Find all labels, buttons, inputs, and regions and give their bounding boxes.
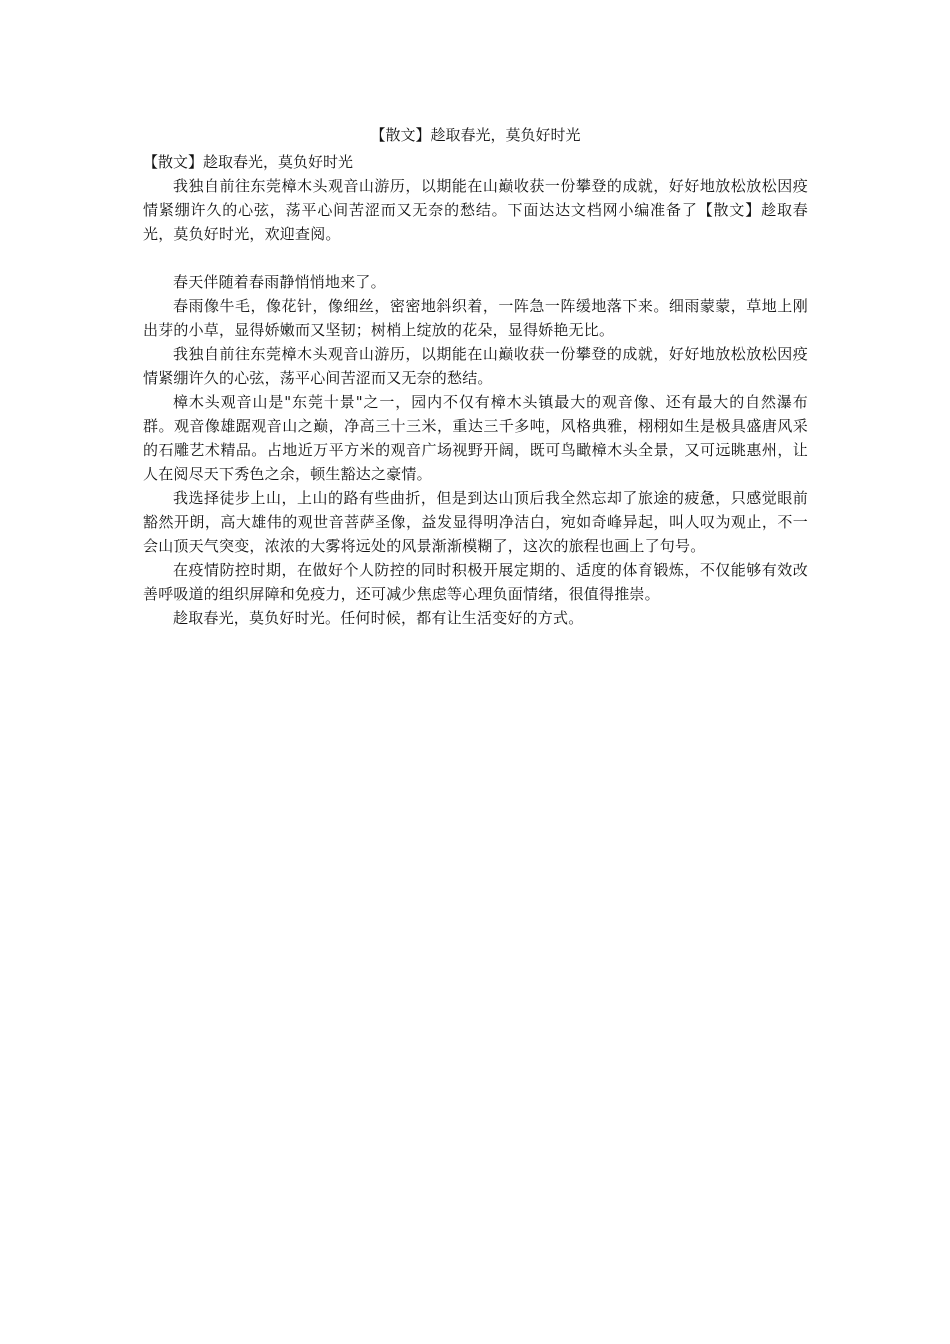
body-paragraph-4: 樟木头观音山是"东莞十景"之一，园内不仅有樟木头镇最大的观音像、还有最大的自然瀑布群。观音像雄踞观音山之巅，净高三十三米，重达三千多吨，风格典雅，栩栩如生是极具盛唐风采的石雕艺术精品。占地近万平方米的观音广场视野开阔，既可鸟瞰樟木头全景，又可远眺惠州，让人在阅尽天下秀色之余，顿生豁达之豪情。 bbox=[143, 393, 808, 483]
intro-paragraph: 我独自前往东莞樟木头观音山游历，以期能在山巅收获一份攀登的成就，好好地放松放松因疫情紧绷许久的心弦，荡平心间苦涩而又无奈的愁结。下面达达文档网小编准备了【散文】趁取春光，莫负好时光，欢迎查阅。 bbox=[143, 177, 808, 243]
body-paragraph-6: 在疫情防控时期，在做好个人防控的同时积极开展定期的、适度的体育锻炼，不仅能够有效改善呼吸道的组织屏障和免疫力，还可减少焦虑等心理负面情绪，很值得推崇。 bbox=[143, 561, 808, 603]
body-paragraph-3: 我独自前往东莞樟木头观音山游历，以期能在山巅收获一份攀登的成就，好好地放松放松因疫情紧绷许久的心弦，荡平心间苦涩而又无奈的愁结。 bbox=[143, 345, 808, 387]
blank-line bbox=[143, 246, 808, 270]
document-page bbox=[143, 124, 808, 630]
body-paragraph-1: 春天伴随着春雨静悄悄地来了。 bbox=[173, 273, 386, 291]
document-title: 【散文】趁取春光，莫负好时光 bbox=[370, 126, 581, 144]
body-paragraph-2: 春雨像牛毛，像花针，像细丝，密密地斜织着，一阵急一阵缓地落下来。细雨蒙蒙，草地上刚出芽的小草，显得娇嫩而又坚韧；树梢上绽放的花朵，显得娇艳无比。 bbox=[143, 297, 808, 339]
body-paragraph-5: 我选择徒步上山，上山的路有些曲折，但是到达山顶后我全然忘却了旅途的疲惫，只感觉眼前豁然开朗，高大雄伟的观世音菩萨圣像，益发显得明净洁白，宛如奇峰异起，叫人叹为观止，不一会山顶天气突变，浓浓的大雾将远处的风景渐渐模糊了，这次的旅程也画上了句号。 bbox=[143, 489, 808, 555]
body-paragraph-7: 趁取春光，莫负好时光。任何时候，都有让生活变好的方式。 bbox=[173, 609, 584, 627]
document-subtitle: 【散文】趁取春光，莫负好时光 bbox=[143, 153, 354, 171]
